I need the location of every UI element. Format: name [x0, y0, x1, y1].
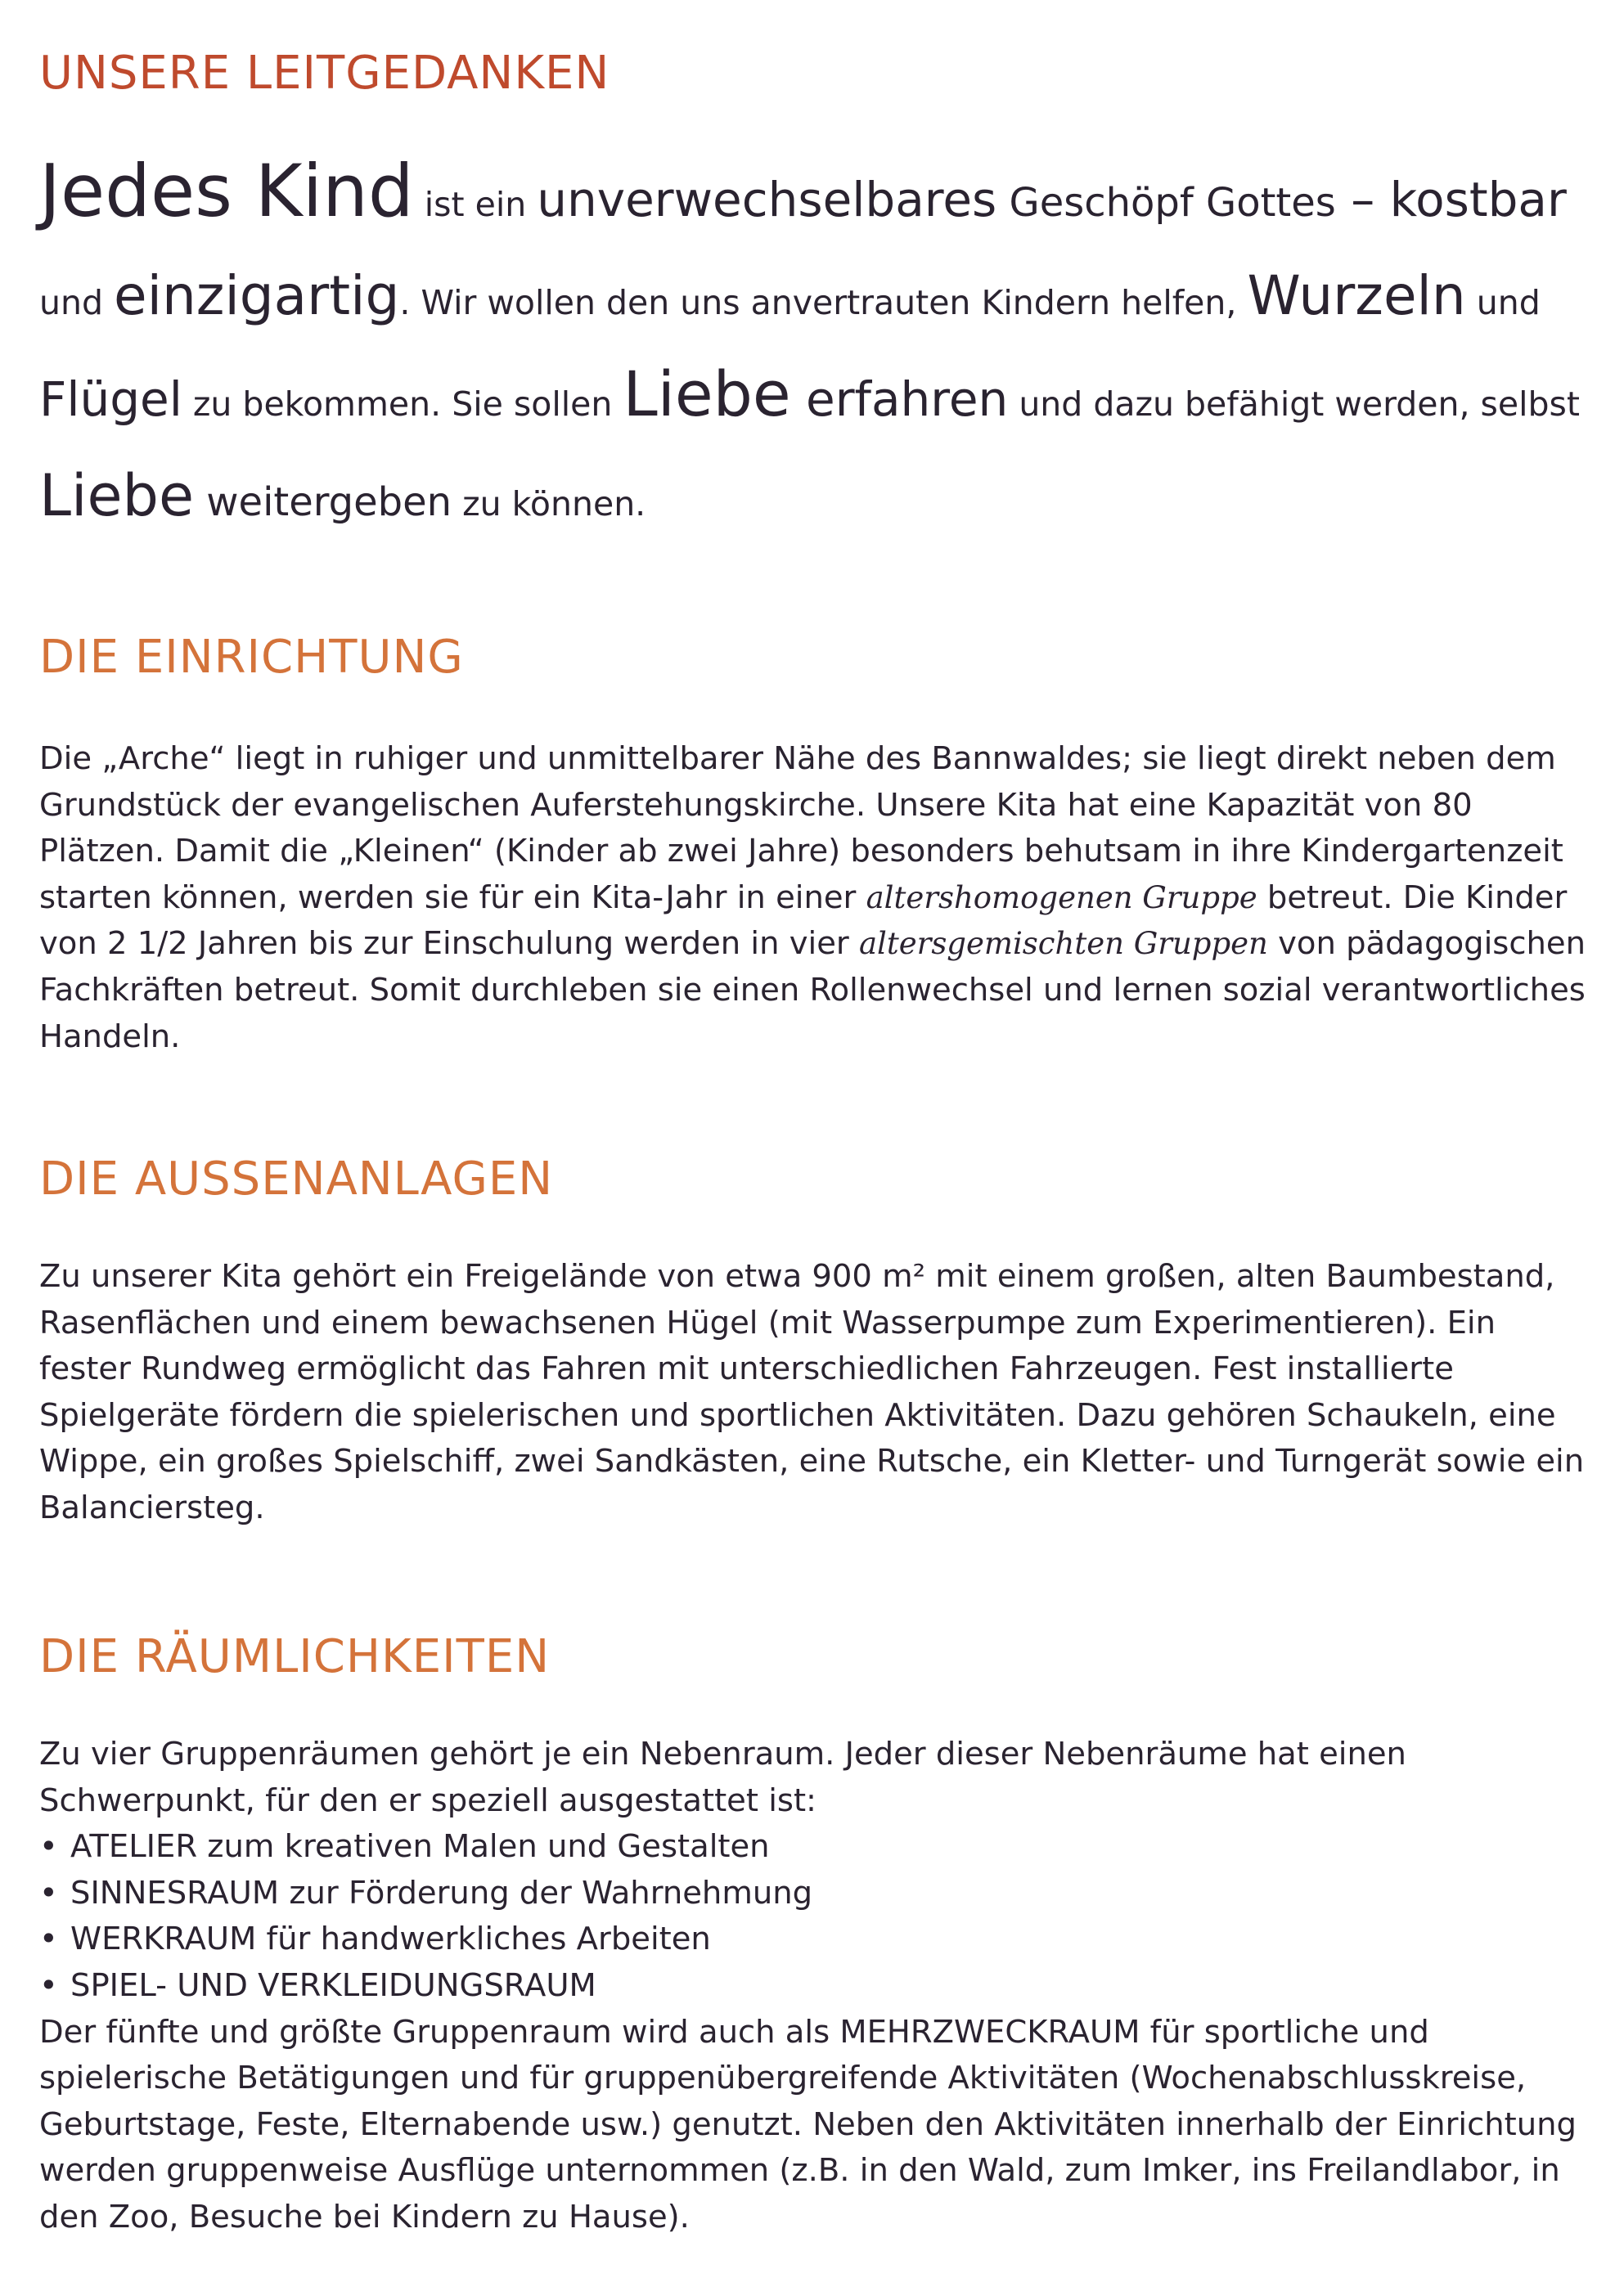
motto-word: – kostbar: [1335, 172, 1567, 227]
motto-text: zu können.: [452, 484, 646, 523]
einrichtung-paragraph: [39, 736, 1594, 1060]
einrichtung-italic: altersgemischten Gruppen: [858, 926, 1268, 962]
einrichtung-text: von pädagogischen Fachkräften betreut. Somit durchleben sie einen Rollenwechsel und lernen sozial verantwortliches Handeln.: [39, 925, 1586, 1055]
bullet-icon: •: [39, 1966, 58, 2004]
list-item-label: SPIEL- UND VERKLEIDUNGSRAUM: [70, 1966, 596, 2004]
list-item-label: ATELIER zum kreativen Malen und Gestalten: [70, 1828, 770, 1866]
motto-text: und: [39, 283, 115, 322]
motto-text: und dazu befähigt: [1008, 384, 1325, 424]
raeumlichkeiten-heading: DIE RÄUMLICHKEITEN: [39, 1630, 551, 1683]
bullet-icon: •: [39, 1828, 58, 1866]
motto-text: zu bekommen. Sie sollen: [182, 384, 623, 424]
motto-word: Liebe: [623, 357, 791, 430]
bullet-icon: •: [39, 1874, 58, 1912]
motto-word: unverwechselbares: [537, 172, 997, 227]
bullet-icon: •: [39, 1921, 58, 1958]
motto-word: Geschöpf Gottes: [996, 180, 1336, 226]
motto-word: Jedes Kind: [39, 149, 414, 233]
einrichtung-italic: altershomogenen Gruppe: [866, 879, 1257, 915]
list-item: [39, 1916, 1594, 1963]
einrichtung-heading: DIE EINRICHTUNG: [39, 631, 464, 684]
motto-word: einzigartig: [114, 264, 400, 327]
motto-text: ist ein: [413, 185, 538, 224]
aussenanlagen-heading: DIE AUSSENANLAGEN: [39, 1152, 554, 1206]
motto-word: weitergeben: [194, 479, 452, 525]
motto-text: und: [1465, 283, 1541, 322]
raeumlichkeiten-intro: Zu vier Gruppenräumen gehört je ein Nebenraum. Jeder dieser Nebenräume hat einen Schwerpunkt, für den er speziell ausgestattet ist:: [39, 1736, 1406, 1819]
leitgedanken-motto: [39, 146, 1594, 550]
motto-word: Flügel: [39, 371, 182, 427]
list-item: [39, 1963, 1594, 2010]
einrichtung-text: Die „Arche“ liegt in ruhiger und unmittelbarer Nähe des Bannwaldes; sie liegt direkt neben dem Grundstück der evangelischen Auferstehungskirche. Unsere Kita hat eine Kapazität von 80 Plätzen. Damit die „Kleinen“ (Kinder ab zwei Jahre) besonders behutsam in ihre Kindergartenzeit starten können, werden sie für ein Kita-Jahr in einer: [39, 740, 1563, 916]
list-item-label: WERKRAUM für handwerkliches Arbeiten: [70, 1921, 711, 1958]
raeumlichkeiten-section: [39, 1732, 1594, 2241]
raeumlichkeiten-list: [39, 1824, 1594, 2009]
aussenanlagen-paragraph: Zu unserer Kita gehört ein Freigelände von etwa 900 m² mit einem großen, alten Baumbestand, Rasenflächen und einem bewachsenen Hügel (mit Wasserpumpe zum Experimentieren). Ein fester Rundweg ermöglicht das Fahren mit unterschiedlichen Fahrzeugen. Fest installierte Spielgeräte fördern die spielerischen und sportlichen Aktivitäten. Dazu gehören Schaukeln, eine Wippe, ein großes Spielschiff, zwei Sandkästen, eine Rutsche, ein Kletter- und Turngerät sowie ein Balanciersteg.: [39, 1258, 1585, 1526]
motto-word: erfahren: [790, 371, 1009, 427]
list-item: [39, 1871, 1594, 1917]
einrichtung-text: betreut. Die Kinder von 2 1/2 Jahren bis zur Einschulung werden in vier: [39, 878, 1568, 963]
motto-text: werden, selbst: [1324, 384, 1580, 424]
motto-word: Wurzeln: [1247, 264, 1466, 327]
list-item: [39, 1824, 1594, 1871]
motto-text: . Wir wollen den uns anvertrauten Kindern helfen,: [399, 283, 1248, 322]
raeumlichkeiten-outro: Der fünfte und größte Gruppenraum wird auch als MEHRZWECKRAUM für sportliche und spielerische Betätigungen und für gruppenübergreifende Aktivitäten (Wochenabschlusskreise, Geburtstage, Feste, Elternabende usw.) genutzt. Neben den Aktivitäten innerhalb der Einrichtung werden gruppenweise Ausflüge unternommen (z.B. in den Wald, zum Imker, ins Freilandlabor, in den Zoo, Besuche bei Kindern zu Hause).: [39, 2013, 1577, 2235]
leitgedanken-heading: UNSERE LEITGEDANKEN: [39, 47, 610, 100]
list-item-label: SINNESRAUM zur Förderung der Wahrnehmung: [70, 1874, 813, 1912]
motto-word: Liebe: [39, 462, 195, 529]
